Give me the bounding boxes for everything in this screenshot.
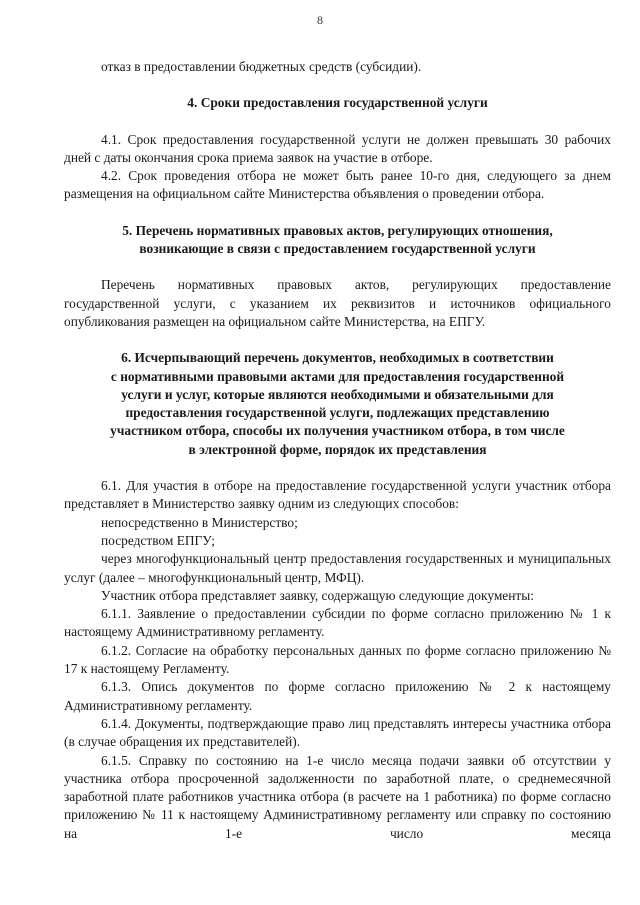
paragraph-6-1-5: 6.1.5. Справку по состоянию на 1-е число месяца подачи заявки об отсутствии у участника отбора просроченной задолженности по заработной плате, о среднемесячной заработной плате работников участника отбора (в расчете на 1 работника) по форме согласно приложению № 11 к настоящему Административному регламенту или справку по состоянию на 1-е число месяца bbox=[64, 752, 611, 841]
paragraph-6-1-3: 6.1.3. Опись документов по форме согласно приложению № 2 к настоящему Административному регламенту. bbox=[64, 679, 611, 713]
section-5-title-line-2: возникающие в связи с предоставлением государственной услуги bbox=[139, 241, 536, 257]
document-page bbox=[64, 0, 611, 843]
section-6-title-line-1: 6. Исчерпывающий перечень документов, необходимых в соответствии bbox=[121, 350, 554, 366]
paragraph-5-1: Перечень нормативных правовых актов, регулирующих предоставление государственной услуги, с указанием их реквизитов и источников официального опубликования размещен на официальном сайте Министерства, на ЕПГУ. bbox=[64, 277, 611, 329]
intro-line: отказ в предоставлении бюджетных средств (субсидии). bbox=[101, 59, 422, 74]
submission-way-2: посредством ЕПГУ; bbox=[101, 532, 215, 548]
paragraph-6-1: 6.1. Для участия в отборе на предоставление государственной услуги участник отбора представляет в Министерство заявку одним из следующих способов: bbox=[64, 478, 611, 512]
section-6-title-line-3: услуги и услуг, которые являются необходимыми и обязательными для bbox=[121, 386, 554, 402]
paragraph-6-1-4: 6.1.4. Документы, подтверждающие право лиц представлять интересы участника отбора (в случае обращения их представителей). bbox=[64, 715, 611, 750]
submission-way-1: непосредственно в Министерство; bbox=[101, 514, 298, 530]
paragraph-4-2: 4.2. Срок проведения отбора не может быть ранее 10-го дня, следующего за днем размещения на официальном сайте Министерства объявления о проведении отбора. bbox=[64, 168, 611, 202]
section-6-title-line-5: участником отбора, способы их получения участником отбора, в том числе bbox=[110, 423, 565, 439]
paragraph-6-1-2: 6.1.2. Согласие на обработку персональных данных по форме согласно приложению № 17 к настоящему Регламенту. bbox=[64, 642, 611, 677]
paragraph-6-1-1: 6.1.1. Заявление о предоставлении субсидии по форме согласно приложению № 1 к настоящему Административному регламенту. bbox=[64, 606, 611, 640]
section-4-title: 4. Сроки предоставления государственной услуги bbox=[187, 95, 488, 111]
paragraph-4-1: 4.1. Срок предоставления государственной услуги не должен превышать 30 рабочих дней с даты окончания срока приема заявок на участие в отборе. bbox=[64, 131, 611, 165]
section-6-title-line-6: в электронной форме, порядок их представления bbox=[188, 441, 487, 457]
page-number: 8 bbox=[317, 13, 323, 27]
documents-intro: Участник отбора представляет заявку, содержащую следующие документы: bbox=[101, 587, 534, 603]
section-5-title-line-1: 5. Перечень нормативных правовых актов, регулирующих отношения, bbox=[122, 222, 553, 238]
section-6-title-line-4: предоставления государственной услуги, подлежащих представлению bbox=[125, 405, 550, 421]
section-6-title-line-2: с нормативными правовыми актами для предоставления государственной bbox=[110, 368, 565, 384]
section-5-title bbox=[64, 222, 611, 259]
section-6-title bbox=[64, 349, 611, 459]
submission-way-3: через многофункциональный центр предоставления государственных и муниципальных услуг (далее – многофункциональный центр, МФЦ). bbox=[64, 551, 611, 585]
